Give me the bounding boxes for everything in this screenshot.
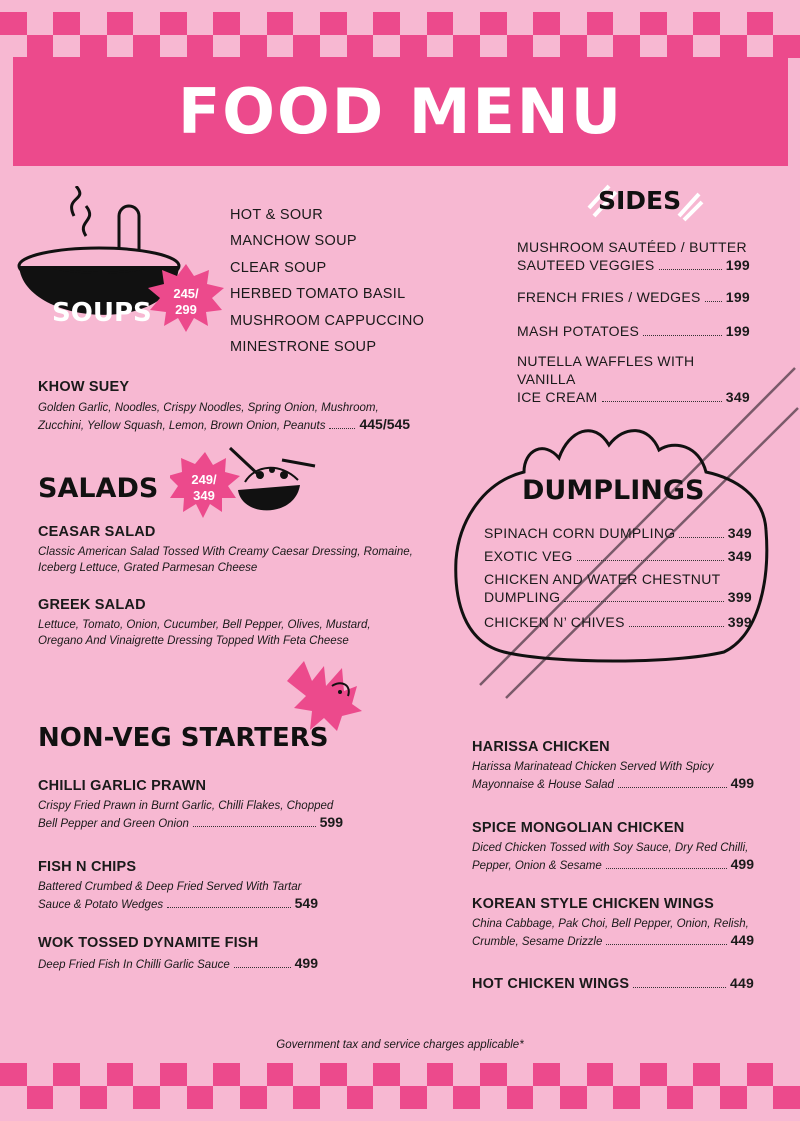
checker-square — [347, 1086, 374, 1109]
item-price: 499 — [294, 955, 318, 971]
item-desc-line1: Golden Garlic, Noodles, Crispy Noodles, Spring Onion, Mushroom, — [38, 402, 379, 414]
side-item-line1: MASH POTATOES — [517, 323, 640, 339]
item-name: HOT CHICKEN WINGS — [472, 976, 630, 992]
nonveg-item — [38, 935, 318, 973]
checker-square — [667, 12, 694, 35]
soup-item: HOT & SOUR — [230, 207, 323, 223]
checker-square — [507, 1086, 534, 1109]
dumpling-item-price: 349 — [727, 525, 752, 541]
checker-square — [747, 12, 774, 35]
checker-square — [773, 1063, 800, 1086]
side-item — [517, 238, 750, 274]
item-name: WOK TOSSED DYNAMITE FISH — [38, 935, 259, 951]
checker-square — [80, 1063, 107, 1086]
page-title: FOOD MENU — [177, 75, 624, 148]
checker-square — [400, 1063, 427, 1086]
checker-square — [160, 1063, 187, 1086]
checker-square — [373, 1063, 400, 1086]
soup-item: CLEAR SOUP — [230, 259, 327, 276]
checker-square — [427, 35, 454, 58]
checker-square — [187, 35, 214, 58]
checker-square — [640, 12, 667, 35]
salad-item — [38, 597, 438, 649]
checker-square — [533, 1063, 560, 1086]
checker-square — [613, 1063, 640, 1086]
checker-square — [667, 35, 694, 58]
checker-square — [27, 12, 54, 35]
nonveg-item — [472, 820, 754, 874]
item-desc-line2: Pepper, Onion & Sesame — [472, 860, 602, 872]
khow-suey-item — [38, 379, 438, 434]
dumplings-title: DUMPLINGS — [522, 475, 705, 506]
side-item — [517, 322, 750, 340]
dumplings-list — [484, 524, 752, 631]
item-name: CHILLI GARLIC PRAWN — [38, 778, 207, 794]
dumpling-item — [484, 524, 752, 542]
checker-square — [587, 1063, 614, 1086]
checker-square — [373, 1086, 400, 1109]
nonveg-item — [472, 896, 754, 950]
salad-item — [38, 524, 438, 576]
checker-square — [187, 12, 214, 35]
checker-square — [480, 1086, 507, 1109]
item-price: 599 — [319, 814, 343, 830]
checker-square — [213, 12, 240, 35]
soup-item: HERBED TOMATO BASIL — [230, 286, 406, 303]
checker-square — [133, 1086, 160, 1109]
nonveg-item — [38, 859, 318, 913]
checker-square — [187, 1086, 214, 1109]
title-banner — [13, 57, 788, 166]
checker-square — [667, 1086, 694, 1109]
salads-title: SALADS — [38, 473, 159, 504]
dumpling-item-line1: CHICKEN AND WATER CHESTNUT — [484, 571, 721, 587]
soup-item: MANCHOW SOUP — [230, 233, 357, 250]
soups-price-line2: 299 — [175, 302, 197, 317]
nonveg-item — [472, 975, 754, 992]
checker-square — [293, 1086, 320, 1109]
item-desc-text: Zucchini, Yellow Squash, Lemon, Brown Onion, Peanuts — [38, 420, 326, 432]
checker-square — [533, 35, 560, 58]
item-name: HARISSA CHICKEN — [472, 739, 610, 755]
checker-square — [133, 35, 160, 58]
checker-square — [507, 35, 534, 58]
checker-square — [240, 12, 267, 35]
side-item-line1: MUSHROOM SAUTÉED / BUTTER — [517, 239, 747, 255]
checker-square — [773, 12, 800, 35]
checker-square — [427, 1086, 454, 1109]
checker-square — [427, 1063, 454, 1086]
item-desc-line1: China Cabbage, Pak Choi, Bell Pepper, Onion, Relish, — [472, 918, 749, 930]
checker-square — [427, 12, 454, 35]
nonveg-title: NON-VEG STARTERS — [38, 723, 329, 753]
dumpling-item-line2: DUMPLING — [484, 589, 561, 605]
checker-square — [0, 1086, 27, 1109]
checker-square — [747, 1063, 774, 1086]
checker-square — [267, 1063, 294, 1086]
dumpling-item — [484, 570, 752, 606]
checker-square — [720, 1086, 747, 1109]
checker-square — [773, 35, 800, 58]
checker-square — [480, 35, 507, 58]
checker-square — [240, 1086, 267, 1109]
dumpling-item-price: 399 — [727, 614, 752, 630]
side-item-price: 349 — [725, 389, 750, 405]
soup-bowl-icon — [14, 186, 229, 356]
side-item-price: 199 — [725, 257, 750, 273]
checker-square — [453, 12, 480, 35]
checker-square — [27, 1063, 54, 1086]
checker-square — [560, 1086, 587, 1109]
checker-square — [80, 1086, 107, 1109]
checker-square — [533, 1086, 560, 1109]
item-price: 445/545 — [359, 416, 411, 432]
checker-square — [80, 12, 107, 35]
checker-square — [720, 12, 747, 35]
checker-square — [213, 1063, 240, 1086]
salads-price-line1: 249/ — [191, 472, 217, 487]
checker-square — [560, 35, 587, 58]
checker-square — [400, 35, 427, 58]
item-desc-line1: Battered Crumbed & Deep Fried Served With Tartar — [38, 881, 302, 893]
item-desc-line1: Deep Fried Fish In Chilli Garlic Sauce — [38, 959, 230, 971]
side-item-line1: FRENCH FRIES / WEDGES — [517, 289, 701, 305]
sides-title: SIDES — [598, 186, 682, 215]
checker-square — [187, 1063, 214, 1086]
checker-square — [0, 35, 27, 58]
item-desc-line1: Diced Chicken Tossed with Soy Sauce, Dry Red Chilli, — [472, 842, 749, 854]
checker-square — [587, 1086, 614, 1109]
item-desc-line2: Iceberg Lettuce, Grated Parmesan Cheese — [38, 562, 258, 574]
checker-square — [267, 35, 294, 58]
salads-price-line2: 349 — [193, 488, 215, 503]
checker-square — [693, 1086, 720, 1109]
nonveg-item — [38, 778, 343, 832]
checker-square — [160, 35, 187, 58]
checker-square — [213, 1086, 240, 1109]
checker-square — [293, 12, 320, 35]
checker-square — [107, 35, 134, 58]
top-checker-row-1 — [0, 12, 800, 35]
checker-square — [560, 12, 587, 35]
bottom-checker-row-1 — [0, 1063, 800, 1086]
checker-square — [373, 35, 400, 58]
item-desc-line1: Crispy Fried Prawn in Burnt Garlic, Chilli Flakes, Chopped — [38, 800, 334, 812]
checker-square — [0, 12, 27, 35]
dumpling-item-price: 399 — [727, 589, 752, 605]
dumpling-item — [484, 613, 752, 631]
item-price: 499 — [730, 856, 754, 872]
checker-square — [107, 1063, 134, 1086]
checker-square — [587, 35, 614, 58]
top-checker-row-2 — [0, 35, 800, 58]
checker-square — [160, 12, 187, 35]
dumpling-item-price: 349 — [727, 548, 752, 564]
dumpling-item-line1: EXOTIC VEG — [484, 548, 573, 564]
checker-square — [480, 1063, 507, 1086]
soups-badge-label: SOUPS — [52, 298, 152, 328]
checker-square — [320, 1063, 347, 1086]
side-item-line1: NUTELLA WAFFLES WITH VANILLA — [517, 353, 695, 387]
checker-square — [53, 1063, 80, 1086]
checker-square — [373, 12, 400, 35]
checker-square — [320, 1086, 347, 1109]
checker-square — [640, 1063, 667, 1086]
soup-list — [230, 202, 424, 360]
item-name: SPICE MONGOLIAN CHICKEN — [472, 820, 685, 836]
item-price: 549 — [294, 895, 318, 911]
checker-square — [27, 35, 54, 58]
checker-square — [160, 1086, 187, 1109]
item-price: 449 — [730, 975, 754, 991]
checker-square — [640, 35, 667, 58]
checker-square — [80, 35, 107, 58]
checker-square — [240, 35, 267, 58]
salad-bowl-icon — [170, 440, 320, 525]
checker-square — [267, 1086, 294, 1109]
checker-square — [453, 35, 480, 58]
checker-square — [560, 1063, 587, 1086]
tax-footnote: Government tax and service charges applicable* — [276, 1039, 524, 1051]
item-name: KHOW SUEY — [38, 379, 130, 395]
checker-square — [613, 12, 640, 35]
soup-item: MUSHROOM CAPPUCCINO — [230, 312, 425, 329]
checker-square — [773, 1086, 800, 1109]
checker-square — [53, 1086, 80, 1109]
checker-square — [747, 1086, 774, 1109]
item-desc-line1: Harissa Marinatead Chicken Served With Spicy — [472, 761, 714, 773]
bottom-checker-row-2 — [0, 1086, 800, 1109]
checker-square — [507, 1063, 534, 1086]
checker-square — [693, 1063, 720, 1086]
checker-square — [480, 12, 507, 35]
checker-square — [0, 1063, 27, 1086]
item-price: 499 — [730, 775, 754, 791]
side-item-line2: ICE CREAM — [517, 389, 598, 405]
checker-square — [293, 35, 320, 58]
checker-square — [293, 1063, 320, 1086]
item-desc-line2 — [38, 416, 438, 434]
side-item — [517, 288, 750, 306]
checker-square — [133, 1063, 160, 1086]
item-desc-line2: Oregano And Vinaigrette Dressing Topped With Feta Cheese — [38, 635, 349, 647]
checker-square — [213, 35, 240, 58]
checker-square — [640, 1086, 667, 1109]
item-name: CEASAR SALAD — [38, 524, 156, 540]
checker-square — [133, 12, 160, 35]
item-name: FISH N CHIPS — [38, 859, 137, 875]
checker-square — [240, 1063, 267, 1086]
checker-square — [347, 12, 374, 35]
item-desc-line1: Classic American Salad Tossed With Creamy Caesar Dressing, Romaine, — [38, 546, 413, 558]
checker-square — [53, 12, 80, 35]
checker-square — [507, 12, 534, 35]
item-desc-line1: Lettuce, Tomato, Onion, Cucumber, Bell Pepper, Olives, Mustard, — [38, 619, 371, 631]
checker-square — [400, 1086, 427, 1109]
checker-square — [720, 1063, 747, 1086]
dumpling-item-line1: CHICKEN N’ CHIVES — [484, 614, 625, 630]
soup-item: MINESTRONE SOUP — [230, 339, 377, 356]
nonveg-item — [472, 739, 754, 793]
checker-square — [587, 12, 614, 35]
dumpling-item — [484, 547, 752, 565]
checker-square — [347, 1063, 374, 1086]
item-name: GREEK SALAD — [38, 597, 146, 613]
checker-square — [347, 35, 374, 58]
checker-square — [53, 35, 80, 58]
checker-square — [320, 12, 347, 35]
checker-square — [27, 1086, 54, 1109]
checker-square — [720, 35, 747, 58]
checker-square — [320, 35, 347, 58]
checker-square — [693, 35, 720, 58]
item-desc-line2: Sauce & Potato Wedges — [38, 899, 164, 911]
side-item-line2: SAUTEED VEGGIES — [517, 257, 655, 273]
checker-square — [613, 1086, 640, 1109]
item-desc-line2: Bell Pepper and Green Onion — [38, 818, 189, 830]
item-price: 449 — [730, 932, 754, 948]
checker-square — [107, 12, 134, 35]
item-desc-line2: Mayonnaise & House Salad — [472, 779, 614, 791]
dumpling-item-line1: SPINACH CORN DUMPLING — [484, 525, 676, 541]
item-name: KOREAN STYLE CHICKEN WINGS — [472, 896, 715, 912]
checker-square — [267, 12, 294, 35]
checker-square — [400, 12, 427, 35]
side-item-price: 199 — [725, 289, 750, 305]
side-item-price: 199 — [725, 323, 750, 339]
checker-square — [613, 35, 640, 58]
soups-price-line1: 245/ — [173, 286, 199, 301]
checker-square — [667, 1063, 694, 1086]
checker-square — [533, 12, 560, 35]
checker-square — [693, 12, 720, 35]
checker-square — [453, 1086, 480, 1109]
checker-square — [107, 1086, 134, 1109]
checker-square — [453, 1063, 480, 1086]
checker-square — [747, 35, 774, 58]
item-desc-line2: Crumble, Sesame Drizzle — [472, 936, 603, 948]
